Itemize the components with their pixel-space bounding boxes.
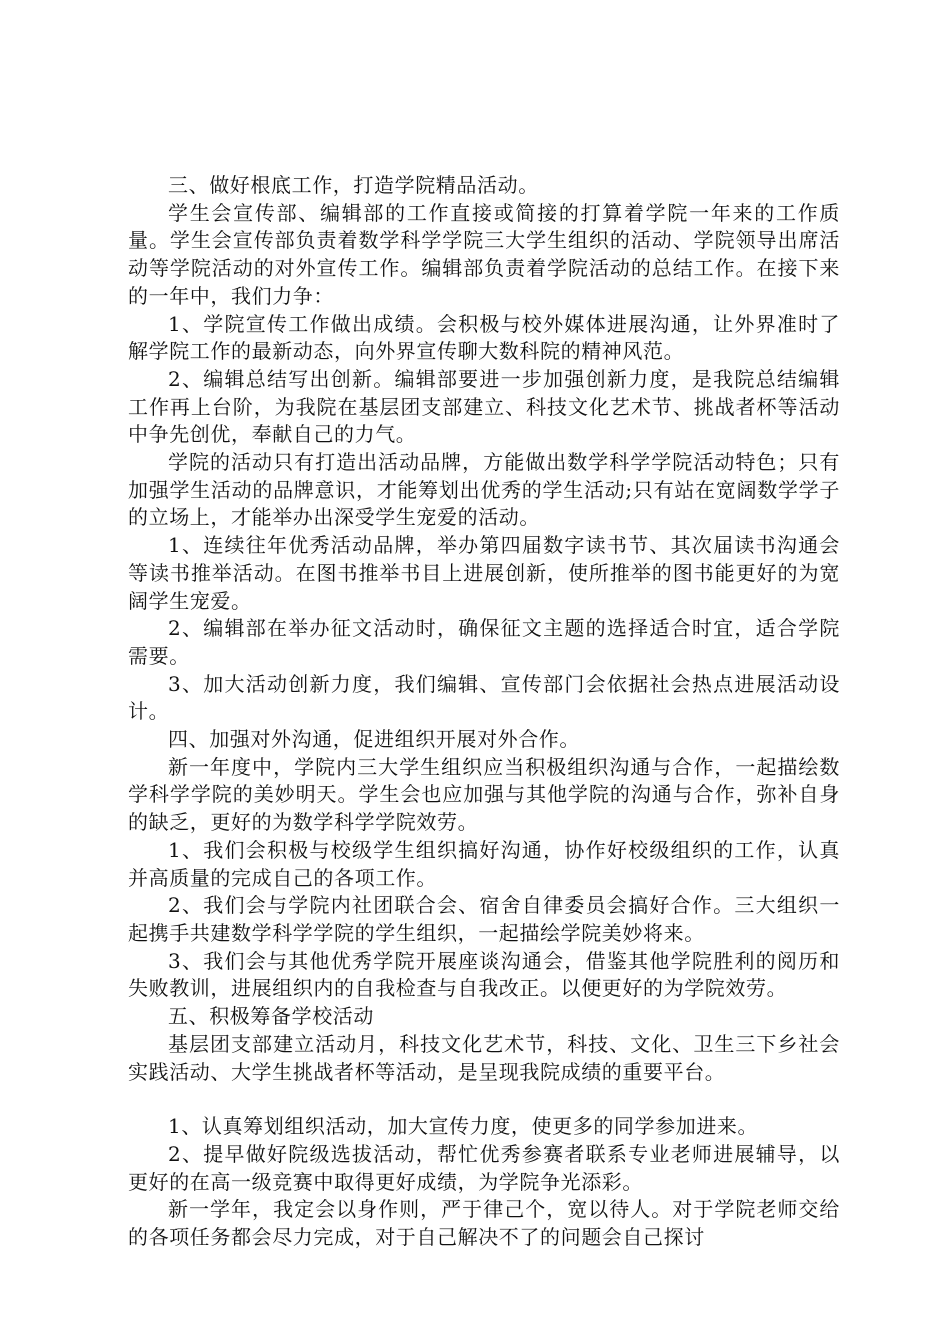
list-item: 2、编辑总结写出创新。编辑部要进一步加强创新力度，是我院总结编辑工作再上台阶，为我院在基层团支部建立、科技文化艺术节、挑战者杯等活动中争先创优，奉献自己的力气。 — [128, 366, 840, 447]
section-heading-4: 四、加强对外沟通，促进组织开展对外合作。 — [168, 727, 580, 752]
paragraph: 新一学年，我定会以身作则，严于律己个，宽以待人。对于学院老师交给的各项任务都会尽力完成，对于自己解决不了的问题会自己探讨 — [128, 1197, 840, 1250]
list-item: 1、连续往年优秀活动品牌，举办第四届数字读书节、其次届读书沟通会等读书推举活动。在图书推举书目上进展创新，使所推举的图书能更好的为宽阔学生宠爱。 — [128, 533, 840, 613]
list-item: 2、编辑部在举办征文活动时，确保征文主题的选择适合时宜，适合学院需要。 — [128, 616, 840, 668]
list-item: 3、加大活动创新力度，我们编辑、宣传部门会依据社会热点进展活动设计。 — [128, 671, 840, 724]
list-item: 1、认真筹划组织活动，加大宣传力度，使更多的同学参加进来。 — [168, 1114, 759, 1139]
list-item: 2、提早做好院级选拔活动，帮忙优秀参赛者联系专业老师进展辅导，以更好的在高一级竞赛中取得更好成绩，为学院争光添彩。 — [128, 1141, 840, 1194]
paragraph: 基层团支部建立活动月，科技文化艺术节，科技、文化、卫生三下乡社会实践活动、大学生挑战者杯等活动，是呈现我院成绩的重要平台。 — [128, 1031, 840, 1084]
section-heading-3: 三、做好根底工作，打造学院精品活动。 — [168, 173, 539, 197]
paragraph: 新一年度中，学院内三大学生组织应当积极组织沟通与合作，一起描绘数学科学学院的美妙明天。学生会也应加强与其他学院的沟通与合作，弥补自身的缺乏，更好的为数学科学学院效劳。 — [128, 754, 840, 835]
paragraph: 学院的活动只有打造出活动品牌，方能做出数学科学学院活动特色；只有加强学生活动的品牌意识，才能筹划出优秀的学生活动;只有站在宽阔数学学子的立场上，才能举办出深受学生宠爱的活动。 — [128, 450, 840, 530]
list-item: 2、我们会与学院内社团联合会、宿舍自律委员会搞好合作。三大组织一起携手共建数学科学学院的学生组织，一起描绘学院美妙将来。 — [128, 893, 840, 945]
document-body — [128, 172, 840, 1252]
section-heading-5: 五、积极筹备学校活动 — [168, 1004, 374, 1029]
list-item: 1、学院宣传工作做出成绩。会积极与校外媒体进展沟通，让外界准时了解学院工作的最新动态，向外界宣传聊大数科院的精神风范。 — [128, 311, 840, 364]
list-item: 3、我们会与其他优秀学院开展座谈沟通会，借鉴其他学院胜利的阅历和失败教训，进展组织内的自我检查与自我改正。以便更好的为学院效劳。 — [128, 948, 840, 1001]
list-item: 1、我们会积极与校级学生组织搞好沟通，协作好校级组织的工作，认真并高质量的完成自己的各项工作。 — [128, 837, 840, 890]
paragraph: 学生会宣传部、编辑部的工作直接或简接的打算着学院一年来的工作质量。学生会宣传部负责着数学科学学院三大学生组织的活动、学院领导出席活动等学院活动的对外宣传工作。编辑部负责着学院活动的总结工作。在接下来的一年中，我们力争： — [128, 200, 840, 308]
